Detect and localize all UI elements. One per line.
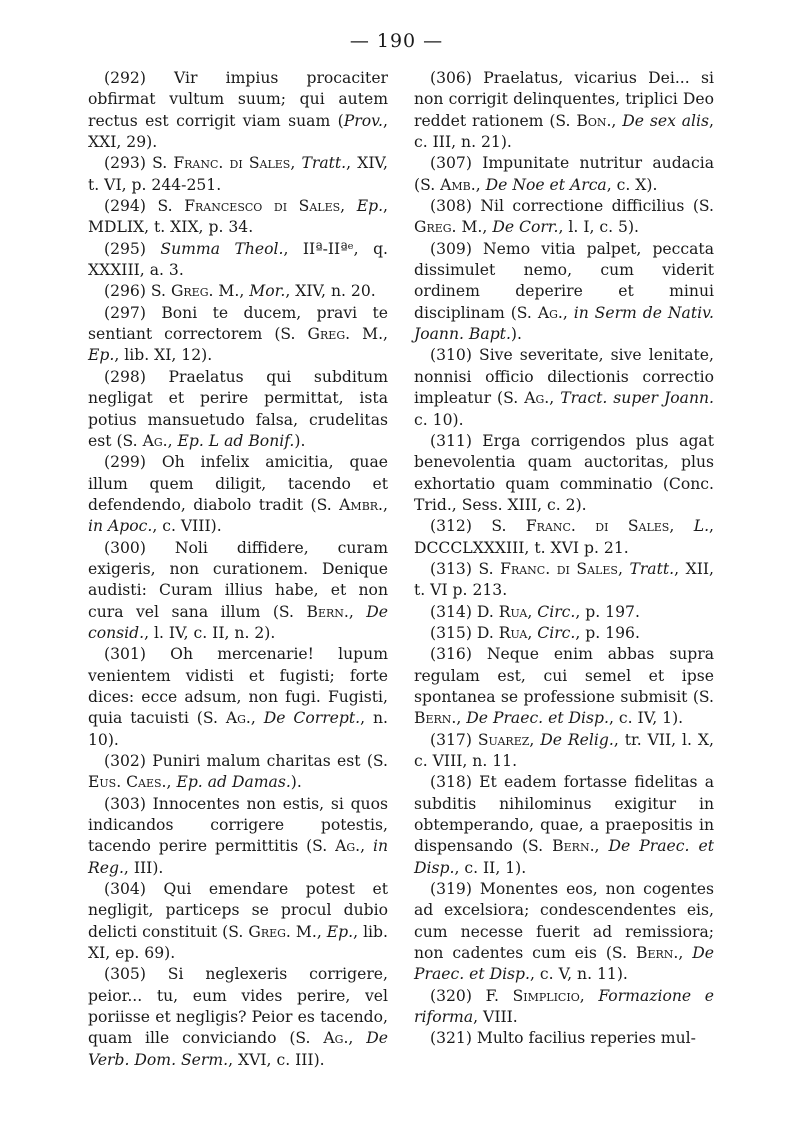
note-text: , <box>290 154 302 173</box>
note-text: , <box>383 325 388 344</box>
citation-title: Circ. <box>537 623 576 642</box>
citation-title: Ep. <box>356 197 384 216</box>
footnote-304 <box>88 879 388 964</box>
citation-title: De Praec. et Disp. <box>414 944 714 984</box>
note-text: , <box>527 602 538 621</box>
note-text: c. 10). <box>414 410 464 429</box>
note-text: , <box>482 218 493 237</box>
author-name: Rua <box>498 602 528 621</box>
citation-title: De Praec. et Disp. <box>466 709 609 728</box>
note-text: , <box>456 709 467 728</box>
author-name: Greg. M. <box>248 922 317 941</box>
note-text: (294) S. <box>104 197 185 216</box>
citation-title: Summa Theol. <box>160 239 284 258</box>
author-name: Amb. <box>440 175 476 194</box>
footnote-314 <box>414 602 714 623</box>
author-name: Ag. <box>537 303 563 322</box>
note-text: , VIII. <box>473 1008 518 1027</box>
citation-title: De Relig. <box>540 730 614 749</box>
right-column <box>414 68 714 1050</box>
note-text: (302) Puniri malum charitas est (S. <box>104 752 388 770</box>
author-name: Bern. <box>552 837 595 856</box>
note-text: (297) Boni te ducem, pravi te sentiant correctorem (S. <box>88 303 388 344</box>
note-text: (295) <box>104 239 161 258</box>
author-name: Francesco di Sales <box>184 197 341 216</box>
footnote-321 <box>414 1028 714 1049</box>
author-name: Ag. <box>524 389 550 408</box>
author-name: Ag. <box>323 1029 349 1048</box>
author-name: Greg. M. <box>414 218 483 237</box>
note-text: , lib. XI, ep. 69). <box>88 922 388 963</box>
citation-title: Mor. <box>249 282 286 301</box>
citation-title: De Verb. Dom. Serm. <box>88 1029 388 1069</box>
footnote-313 <box>414 559 714 602</box>
note-text: , <box>562 303 574 322</box>
footnote-318 <box>414 772 714 879</box>
note-text: , c. V, n. 11). <box>530 965 628 984</box>
note-text: , <box>250 709 264 728</box>
note-text: , lib. XI, 12). <box>114 346 213 365</box>
note-text: (301) Oh mercenarie! lupum venientem vidisti et fugisti; forte dices: ecce adsum, non fugi. Fugisti, quia tacuisti (S. <box>88 645 388 728</box>
footnote-299 <box>88 452 388 537</box>
footnote-293 <box>88 153 388 196</box>
citation-title: De Corrept. <box>263 709 361 728</box>
note-text: , <box>167 431 178 450</box>
note-text: , <box>617 559 630 578</box>
note-text: (298) Praelatus qui subditum negligat et perire permittat, ista potius mansuetudo falsa, crudelitas est (S. <box>88 367 388 450</box>
author-name: Ag. <box>142 431 168 450</box>
note-text: , DCCCLXXXIII, t. XVI p. 21. <box>414 517 714 557</box>
footnote-300 <box>88 538 388 645</box>
page-number: — 190 — <box>349 30 444 52</box>
author-name: Simplicio <box>512 986 580 1005</box>
citation-title: Ep. <box>326 922 354 941</box>
note-text: (306) Praelatus, vicarius Dei... si non corrigit delinquentes, triplici Deo reddet rationem (S. <box>414 69 714 130</box>
note-text: , c. X). <box>606 175 658 194</box>
note-text: , l. I, c. 5). <box>558 218 639 237</box>
note-text: , IIª-IIªᵉ, q. XXXIII, a. 3. <box>88 239 389 280</box>
note-text: (309) Nemo vitia palpet, peccata dissimulet nemo, cum viderit ordinem deperire et minui disciplinam (S. <box>414 239 714 322</box>
citation-title: in Serm de Nativ. Joann. Bapt. <box>414 303 715 344</box>
footnote-297 <box>88 303 388 367</box>
note-text: (296) S. <box>104 282 171 301</box>
footnote-298 <box>88 367 388 452</box>
note-text: , <box>475 175 486 194</box>
author-name: Franc. di Sales <box>525 517 670 536</box>
note-text: (310) Sive severitate, sive lenitate, nonnisi officio dilectionis correctio impleatur (S. <box>414 346 714 408</box>
note-text: , <box>678 944 693 963</box>
citation-title: in Apoc. <box>88 517 153 536</box>
footnote-305 <box>88 964 388 1071</box>
note-text: (321) Multo facilius reperies mul- <box>430 1029 696 1048</box>
author-name: Franc. di Sales <box>173 154 291 173</box>
note-text: (292) Vir impius procaciter obfirmat vultum suum; qui autem rectus est corrigit viam suam ( <box>88 69 388 130</box>
note-text: , <box>348 1029 367 1048</box>
footnote-312 <box>414 516 714 559</box>
footnote-319 <box>414 879 714 986</box>
footnote-309 <box>414 239 714 346</box>
note-text: , <box>669 517 694 536</box>
note-text: , <box>340 197 357 216</box>
note-text: (299) Oh infelix amicitia, quae illum quem diligit, tacendo et defendendo, diabolo tradit (S. <box>88 453 388 514</box>
author-name: Eus. Caes. <box>88 773 167 792</box>
author-name: Bern. <box>635 944 679 963</box>
footnote-315 <box>414 623 714 644</box>
note-text: , c. IV, 1). <box>608 709 684 728</box>
note-text: , p. 196. <box>575 623 640 642</box>
note-text: , <box>611 111 623 130</box>
note-text: , <box>594 837 609 856</box>
note-text: (316) Neque enim abbas supra regulam est, cui semel et ipse spontanea se professione submisit (S. <box>414 645 714 706</box>
author-name: Bern. <box>414 709 457 728</box>
citation-title: Ep. L ad Bonif. <box>177 431 295 450</box>
note-text: (319) Monentes eos, non cogentes ad excelsiora; condescendentes eis, cum necesse fuerit ad remissiora; non cadentes cum eis (S. <box>414 880 714 963</box>
note-text: , <box>527 623 538 642</box>
footnote-320 <box>414 986 714 1029</box>
note-text: , <box>166 773 177 792</box>
left-column <box>88 68 388 1071</box>
footnote-296 <box>88 281 388 302</box>
author-name: Rua <box>498 623 528 642</box>
note-text: (304) Qui emendare potest et negligit, particeps se procul dubio delicti constituit (S. <box>88 880 388 941</box>
author-name: Greg. M. <box>170 282 240 301</box>
note-text: , <box>549 389 561 408</box>
note-text: (317) <box>430 730 478 749</box>
author-name: Greg. M. <box>307 325 384 344</box>
author-name: Ag. <box>225 709 251 728</box>
author-name: Ambr. <box>339 495 384 514</box>
note-text: (318) Et eadem fortasse fidelitas a subditis nihilominus exigitur in obtemperando, quae, a praepositis in dispensando (S. <box>414 773 714 856</box>
note-text: ). <box>510 325 522 344</box>
note-text: , III). <box>123 858 164 877</box>
note-text: (307) Impunitate nutritur audacia (S. <box>414 154 714 194</box>
note-text: , MDLIX, t. XIX, p. 34. <box>88 197 388 237</box>
citation-title: De Noe et Arca <box>485 175 607 194</box>
note-text: , tr. VII, l. X, c. VIII, n. 11. <box>414 730 714 770</box>
note-text: (300) Noli diffidere, curam exigeris, non curationem. Denique audisti: Curam illius habe, et non cura vel sana illum (S. <box>88 538 388 621</box>
note-text: (303) Innocentes non estis, si quos indicandos corrigere potestis, tacendo perire permittitis (S. <box>88 794 388 856</box>
citation-title: Tratt. <box>301 154 347 173</box>
note-text: , XIV, t. VI, p. 244-251. <box>88 154 388 194</box>
note-text: , p. 197. <box>575 602 640 621</box>
note-text: , <box>579 986 599 1005</box>
citation-title: Formazione e riforma <box>414 986 714 1027</box>
citation-title: De Praec. et Disp. <box>414 837 714 877</box>
note-text: , c. II, 1). <box>454 858 527 877</box>
note-text: , <box>348 602 367 621</box>
author-name: Ag. <box>335 837 361 856</box>
footnote-301 <box>88 644 388 751</box>
author-name: Bon. <box>576 111 612 130</box>
footnote-307 <box>414 153 714 196</box>
citation-title: De sex alis <box>622 111 710 130</box>
citation-title: Prov. <box>343 111 384 130</box>
note-text: , XXI, 29). <box>88 111 388 152</box>
citation-title: Ep. <box>88 346 115 365</box>
note-text: (315) D. <box>430 623 499 642</box>
citation-title: De consid. <box>88 602 388 642</box>
note-text: (313) S. <box>430 559 501 578</box>
note-text: ). <box>290 773 302 792</box>
footnote-294 <box>88 196 388 239</box>
note-text: (320) F. <box>430 986 513 1005</box>
citation-title: De Corr. <box>492 218 559 237</box>
note-text: (312) S. <box>430 517 526 536</box>
footnote-310 <box>414 345 714 430</box>
note-text: , <box>316 922 327 941</box>
footnote-311 <box>414 431 714 516</box>
note-text: , <box>239 282 250 301</box>
note-text: (308) Nil correctione difficilius (S. <box>430 197 714 216</box>
citation-title: in Reg. <box>88 837 388 877</box>
citation-title: Circ. <box>537 602 576 621</box>
citation-title: Tract. super Joann. <box>560 389 714 408</box>
note-text: , c. III, n. 21). <box>414 111 714 152</box>
note-text: , XVI, c. III). <box>228 1050 325 1069</box>
note-text: ). <box>294 431 306 450</box>
footnote-316 <box>414 644 714 729</box>
footnote-292 <box>88 68 388 153</box>
note-text: (311) Erga corrigendos plus agat benevolentia quam auctoritas, plus exhortatio quam comminatio (Conc. Trid., Sess. XIII, c. 2). <box>414 431 714 514</box>
note-text: , XII, t. VI p. 213. <box>414 559 714 600</box>
note-text: (305) Si neglexeris corrigere, peior... tu, eum vides perire, vel poriisse et negligis? Peior es tacendo, quam ille conviciando (S. <box>88 965 388 1048</box>
note-text: , <box>360 837 373 856</box>
footnote-303 <box>88 794 388 879</box>
note-text: (293) S. <box>104 154 174 173</box>
author-name: Franc. di Sales <box>500 559 618 578</box>
author-name: Bern. <box>306 602 349 621</box>
footnote-302 <box>88 751 388 794</box>
footnote-295 <box>88 239 388 282</box>
citation-title: Tratt. <box>629 559 675 578</box>
note-text: , <box>383 495 388 514</box>
note-text: , c. VIII). <box>152 517 222 536</box>
note-text: , l. IV, c. II, n. 2). <box>144 623 276 642</box>
note-text: , n. 10). <box>88 709 388 749</box>
note-text: (314) D. <box>430 602 499 621</box>
footnote-308 <box>414 196 714 239</box>
footnote-306 <box>414 68 714 153</box>
citation-title: L. <box>693 517 710 536</box>
note-text: , <box>529 730 541 749</box>
note-text: , XIV, n. 20. <box>285 282 376 301</box>
citation-title: Ep. ad Damas. <box>176 773 291 792</box>
author-name: Suarez <box>477 730 530 749</box>
footnote-317 <box>414 730 714 773</box>
